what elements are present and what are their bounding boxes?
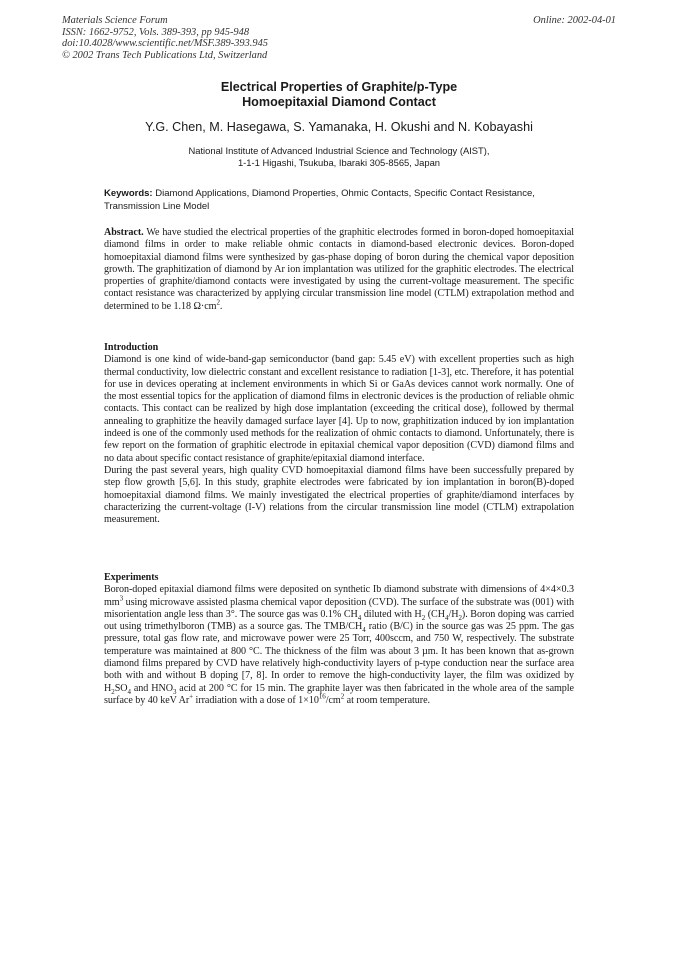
exp-sup-10: + — [189, 692, 194, 701]
exp-text-2: using microwave assisted plasma chemical vapor deposition (CVD). The surface of the substrate was (001) with misorientation angle less than 3°. The source gas was 0.1% CH — [104, 596, 574, 620]
exp-text-7: ratio (B/C) in the source gas was 25 ppm. The gas pressure, total gas flow rate, and microwave power were 25 Torr, 400sccm, and 750 W, respectively. The substrate temperature was maintained at 800 °C. The thickness of the film was about 3 µm. It has been known that as-grown diamond films prepared by CVD have relatively high-conductivity layers of p-type conduction near the surface area both with and without B doping [7, 8]. In order to remove the high-conductivity layer, the film was oxidized by H — [104, 621, 574, 694]
experiments-section — [104, 572, 574, 707]
exp-sub-8: 4 — [127, 687, 131, 696]
affiliation — [0, 145, 678, 169]
exp-text-13: at room temperature. — [344, 694, 431, 706]
experiments-paragraph — [104, 584, 574, 707]
online-date: Online: 2002-04-01 — [533, 15, 616, 26]
exp-text-10: acid at 200 °C for 15 min. The graphite layer was then fabricated in the whole area of the sample surface by 40 keV Ar — [104, 682, 574, 706]
exp-sub-9: 3 — [172, 687, 177, 696]
keywords — [104, 188, 580, 213]
exp-sup-11: 16 — [318, 692, 326, 701]
exp-sub-6: 4 — [362, 626, 366, 635]
exp-text-11: irradiation with a dose of 1×10 — [193, 694, 319, 706]
paper-title — [0, 80, 678, 110]
exp-text-4: (CH — [425, 608, 445, 620]
issn-line: ISSN: 1662-9752, Vols. 389-393, pp 945-948 — [62, 26, 250, 38]
exp-text-3: diluted with H — [361, 608, 422, 620]
exp-sub-3: 2 — [421, 613, 426, 622]
experiments-heading: Experiments — [104, 572, 159, 583]
exp-text-9: and HNO — [130, 682, 173, 694]
exp-text-5: /H — [448, 608, 459, 620]
introduction-heading: Introduction — [104, 342, 159, 353]
doi-line: doi:10.4028/www.scientific.net/MSF.389-393.945 — [62, 38, 268, 49]
affiliation-line-1: National Institute of Advanced Industrial Science and Technology (AIST), — [188, 145, 490, 156]
abstract-paragraph — [104, 227, 574, 313]
affiliation-line-2: 1-1-1 Higashi, Tsukuba, Ibaraki 305-8565, Japan — [237, 157, 441, 168]
copyright-line: © 2002 Trans Tech Publications Ltd, Switzerland — [62, 49, 268, 61]
exp-text-12: /cm — [325, 694, 341, 706]
introduction-section — [104, 342, 574, 526]
keywords-label: Keywords: — [104, 188, 153, 199]
exp-sub-2: 4 — [357, 613, 362, 622]
author-list: Y.G. Chen, M. Hasegawa, S. Yamanaka, H. Okushi and N. Kobayashi — [145, 120, 533, 134]
title-line-2: Homoepitaxial Diamond Contact — [242, 95, 436, 109]
keywords-text: Diamond Applications, Diamond Properties, Ohmic Contacts, Specific Contact Resistance, Transmission Line Model — [104, 188, 535, 212]
exp-text-6: ). Boron doping was carried out using trimethylboron (TMB) as a source gas. The TMB/CH — [104, 608, 574, 633]
abstract-label: Abstract. — [104, 227, 144, 238]
title-line-1: Electrical Properties of Graphite/p-Type — [220, 80, 458, 94]
exp-sub-4: 4 — [444, 613, 449, 622]
exp-text-1: Boron-doped epitaxial diamond films were deposited on synthetic Ib diamond substrate with dimensions of 4×4×0.3 mm — [104, 584, 574, 608]
journal-header — [62, 15, 268, 61]
introduction-paragraph-2: During the past several years, high quality CVD homoepitaxial diamond films have been successfully prepared by step flow growth [5,6]. In this study, graphite electrodes were fabricated by ion implantation in boron(B)-doped homoepitaxial diamond films. We mainly investigated the electrical properties of graphite/diamond interfaces by characterizing the current-voltage (I-V) relations from the circular transmission line model (CTLM) extrapolation measurement. — [104, 464, 574, 526]
abstract-unit-sup: 2 — [216, 298, 220, 307]
journal-name: Materials Science Forum — [62, 15, 168, 26]
introduction-paragraph-1: Diamond is one kind of wide-band-gap semiconductor (band gap: 5.45 eV) with excellent properties such as high thermal conductivity, low dielectric constant and excellent resistance to radiation [1-3], etc. Therefore, it has potential for use in devices operating at inclement environments in which Si or GaAs devices cannot work normally. One of the most essential topics for the application of diamond films in electronic devices is the production of reliable ohmic contacts. This contact can be realized by high dose implantation (exceeding the critical dose), followed by thermal annealing to graphitize the heavily damaged surface layer [4]. Up to now, graphitization induced by ion implantation indeed is one of the commonly used methods for the realization of ohmic contacts to diamond. Unfortunately, there is few report on the formation of graphitic electrode in epitaxial chemical vapor deposition (CVD) diamond films and no data about specific contact resistance of graphite/epitaxial diamond interface. — [104, 354, 574, 464]
exp-sub-7: 2 — [111, 687, 115, 696]
exp-sub-5: 2 — [458, 613, 462, 622]
abstract-section — [104, 227, 574, 313]
exp-sup-12: 2 — [340, 692, 345, 701]
abstract-end: . — [219, 300, 223, 312]
exp-sup-1: 3 — [119, 594, 124, 603]
exp-text-8: SO — [114, 682, 128, 694]
abstract-text: We have studied the electrical properties of the graphitic electrodes formed in boron-doped homoepitaxial diamond films in order to make reliable ohmic contacts in diamond-based electronic devices. Boron-doped homoepitaxial diamond films were synthesized by gas-phase doping of boron during the chemical vapor deposition growth. The graphitization of diamond by Ar ion implantation was utilized for the graphitic electrodes. The electrical properties of graphite/diamond contacts were investigated by using the current-voltage measurement. The specific contact resistance was characterized by applying circular transmission line model (CTLM) extrapolation method and determined to be 1.18 Ω·cm — [104, 227, 575, 312]
